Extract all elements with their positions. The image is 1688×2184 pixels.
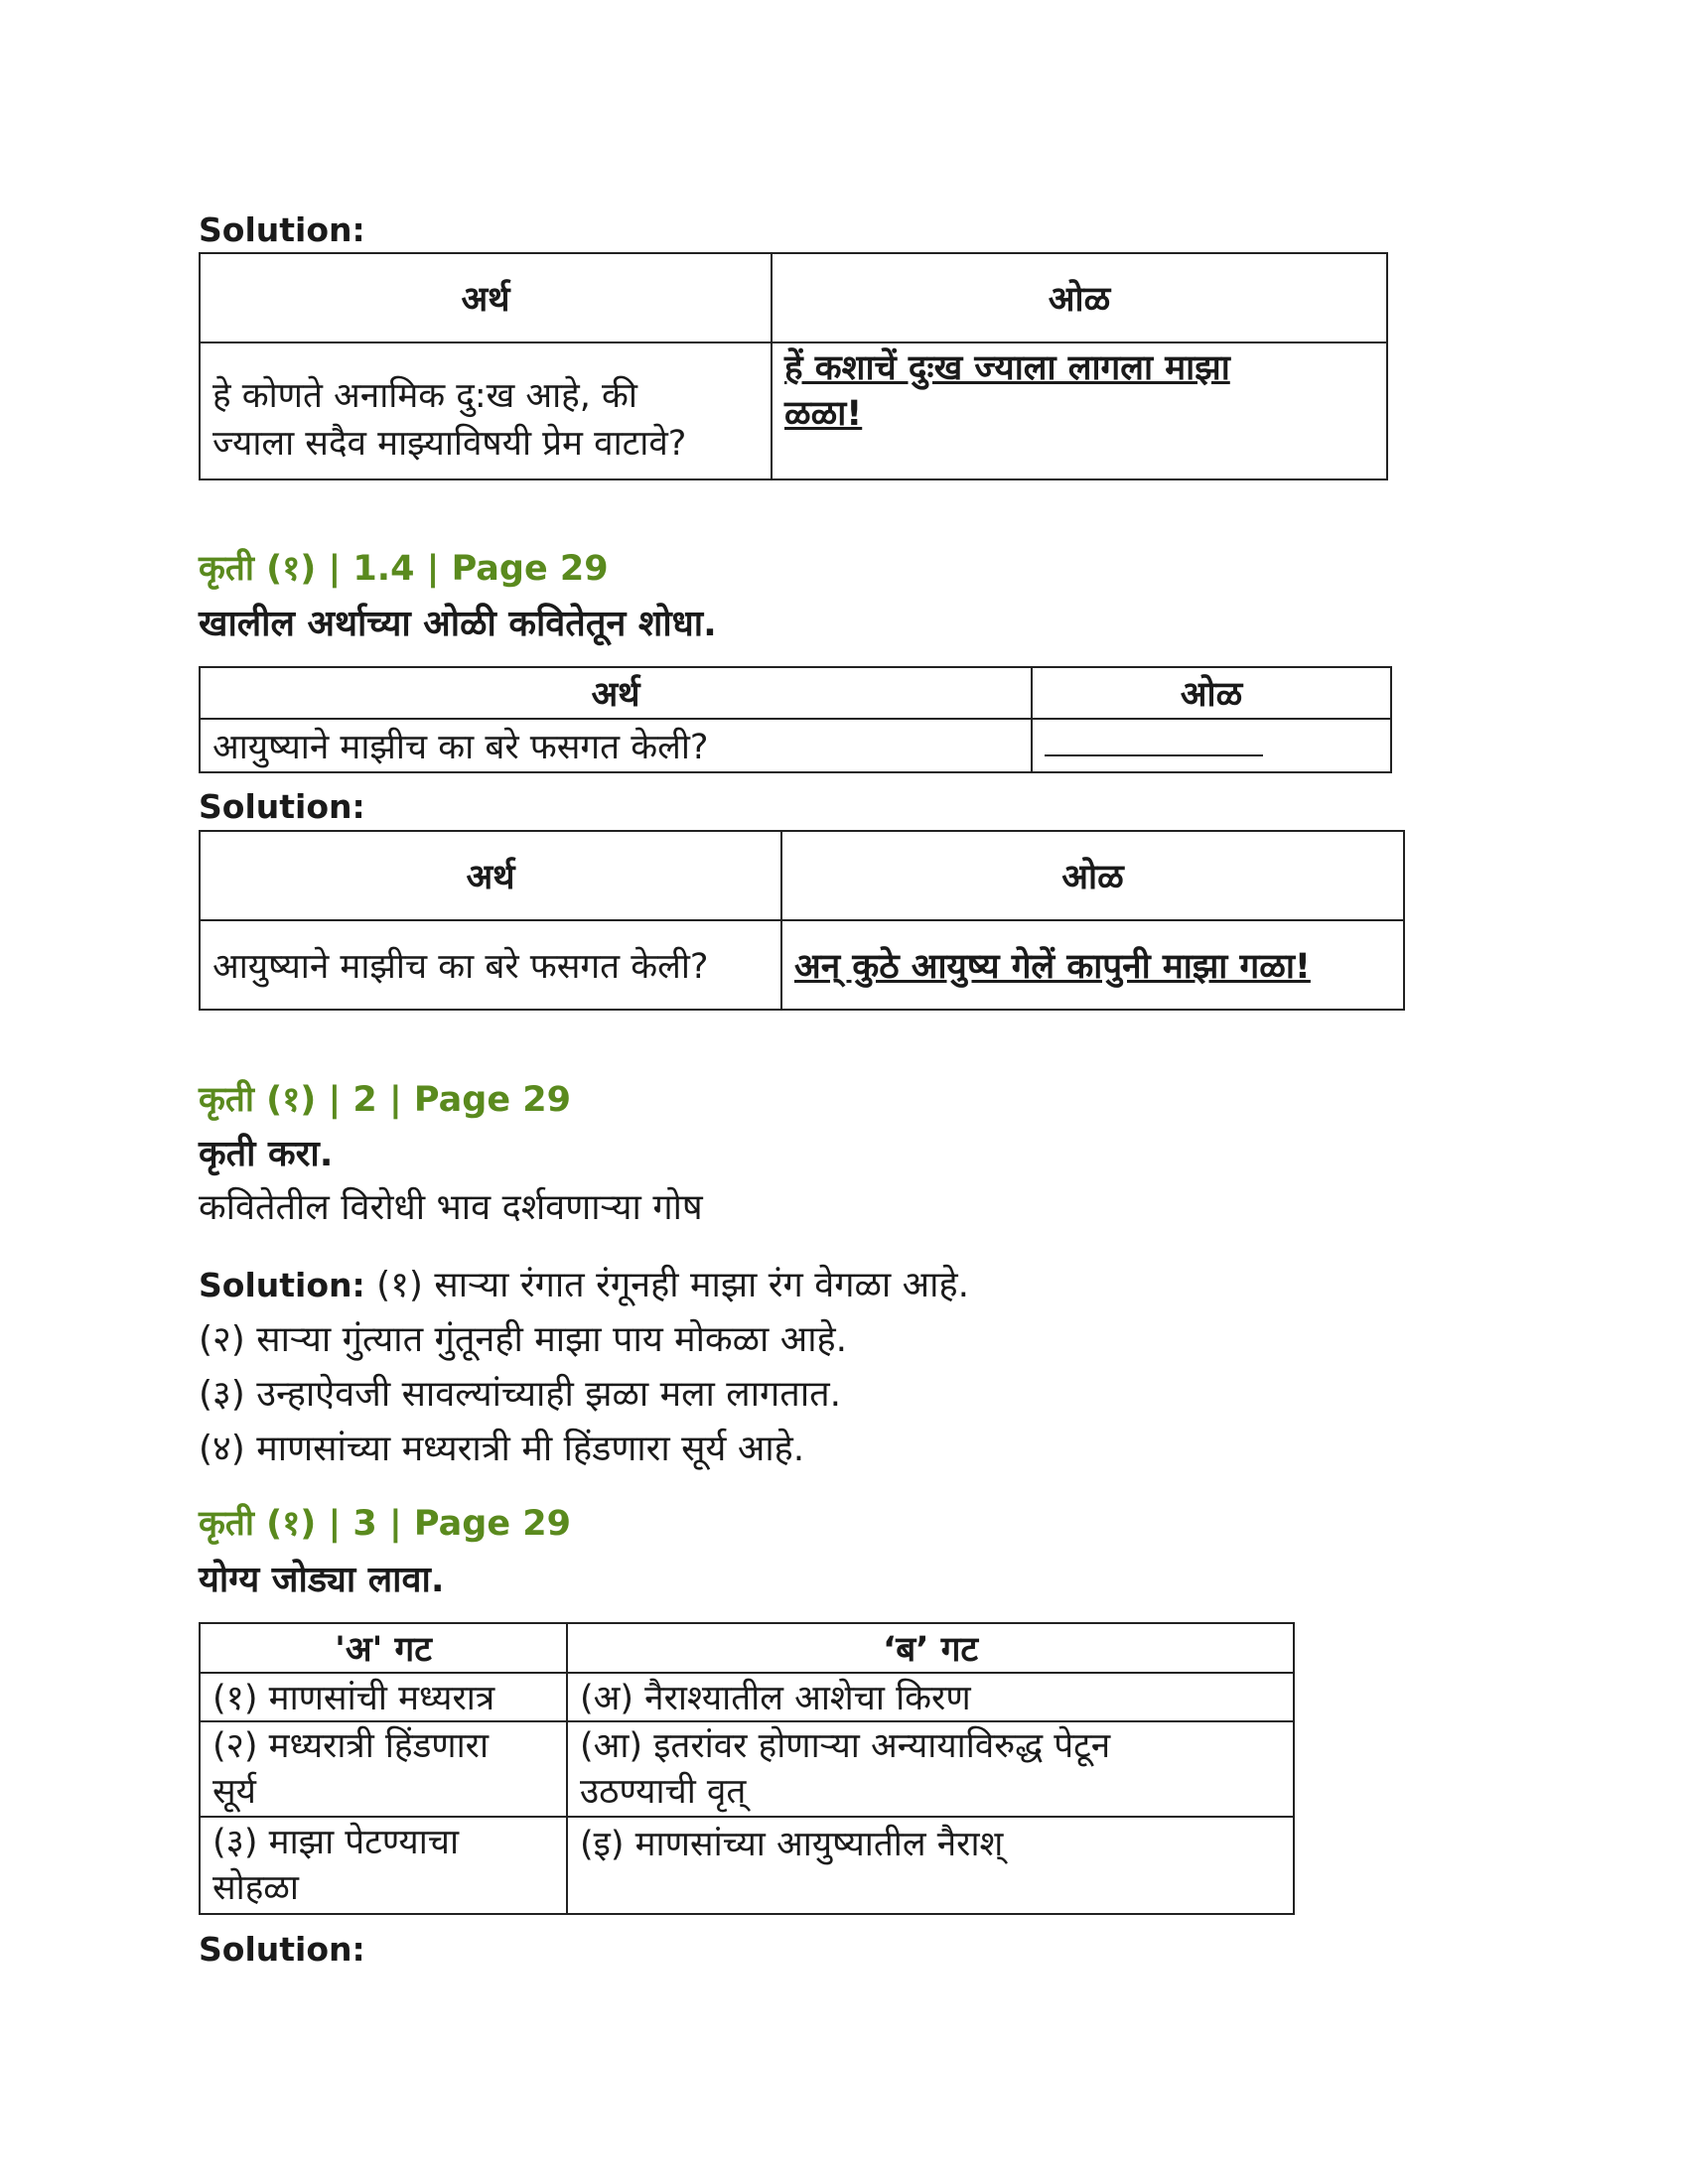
solution-table-1	[199, 252, 1388, 480]
answer-line-1: (१) साऱ्या रंगात रंगूनही माझा रंग वेगळा आहे.	[376, 1265, 970, 1305]
header-meaning: अर्थ	[200, 253, 772, 342]
meaning-cell	[200, 342, 772, 479]
group-b-item-2-line-1: (आ) इतरांवर होणाऱ्या अन्यायाविरुद्ध पेटून	[580, 1726, 1111, 1766]
group-a-item-3	[200, 1817, 567, 1914]
header-meaning: अर्थ	[200, 667, 1032, 719]
group-a-item-3-line-1: (३) माझा पेटण्याचा	[212, 1823, 460, 1862]
group-b-item-1: (अ) नैराश्यातील आशेचा किरण	[567, 1673, 1294, 1721]
answer-text-1: हें कशाचें दुःख ज्याला लागला माझा	[784, 348, 1230, 388]
answer-cell	[772, 342, 1387, 479]
solution-label: Solution:	[199, 1930, 365, 1969]
group-a-item-3-line-2: सोहळा	[212, 1868, 299, 1908]
answer-cell: अन् कुठे आयुष्य गेलें कापुनी माझा गळा!	[781, 920, 1404, 1010]
solution-label: Solution:	[199, 210, 365, 249]
subtext-2: कवितेतील विरोधी भाव दर्शवणाऱ्या गोष	[199, 1187, 703, 1228]
solution-table-1-4	[199, 830, 1405, 1011]
header-line: ओळ	[772, 253, 1387, 342]
meaning-text-2: ज्याला सदैव माझ्याविषयी प्रेम वाटावे?	[212, 424, 687, 464]
match-table	[199, 1622, 1295, 1915]
header-group-a: 'अ' गट	[200, 1623, 567, 1673]
answer-text-2: ळळा!	[784, 394, 863, 434]
section-heading-3: कृती (१) | 3 | Page 29	[199, 1504, 571, 1544]
answer-blank	[1045, 749, 1263, 756]
answer-line-3: (३) उन्हाऐवजी सावल्यांच्याही झळा मला लागतात.	[199, 1374, 842, 1415]
header-line: ओळ	[781, 831, 1404, 920]
header-meaning: अर्थ	[200, 831, 781, 920]
instruction-2: कृती करा.	[199, 1134, 334, 1174]
group-b-item-2	[567, 1721, 1294, 1817]
meaning-cell: आयुष्याने माझीच का बरे फसगत केली?	[200, 719, 1032, 772]
answer-line-4: (४) माणसांच्या मध्यरात्री मी हिंडणारा सूर्य आहे.	[199, 1429, 805, 1469]
answer-line-2: (२) साऱ्या गुंत्यात गुंतूनही माझा पाय मोकळा आहे.	[199, 1319, 848, 1360]
solution-label: Solution:	[199, 1266, 365, 1304]
group-a-item-2-line-1: (२) मध्यरात्री हिंडणारा	[212, 1726, 490, 1766]
group-a-item-2	[200, 1721, 567, 1817]
solution-line-1	[199, 1259, 969, 1307]
meaning-text-1: हे कोणते अनामिक दु:ख आहे, की	[212, 376, 637, 416]
group-a-item-2-line-2: सूर्य	[212, 1772, 256, 1812]
instruction-3: योग्य जोड्या लावा.	[199, 1560, 445, 1600]
header-group-b: ‘ब’ गट	[567, 1623, 1294, 1673]
solution-label: Solution:	[199, 787, 365, 826]
instruction-1-4: खालील अर्थाच्या ओळी कवितेतून शोधा.	[199, 604, 717, 644]
header-line: ओळ	[1032, 667, 1391, 719]
meaning-cell: आयुष्याने माझीच का बरे फसगत केली?	[200, 920, 781, 1010]
section-heading-2: कृती (१) | 2 | Page 29	[199, 1080, 571, 1120]
group-b-item-2-line-2: उठण्याची वृत्	[580, 1772, 747, 1812]
group-a-item-1: (१) माणसांची मध्यरात्र	[200, 1673, 567, 1721]
group-b-item-3: (इ) माणसांच्या आयुष्यातील नैराश्	[567, 1817, 1294, 1914]
blank-cell	[1032, 719, 1391, 772]
section-heading-1-4: कृती (१) | 1.4 | Page 29	[199, 549, 609, 589]
question-table-1-4	[199, 666, 1392, 773]
